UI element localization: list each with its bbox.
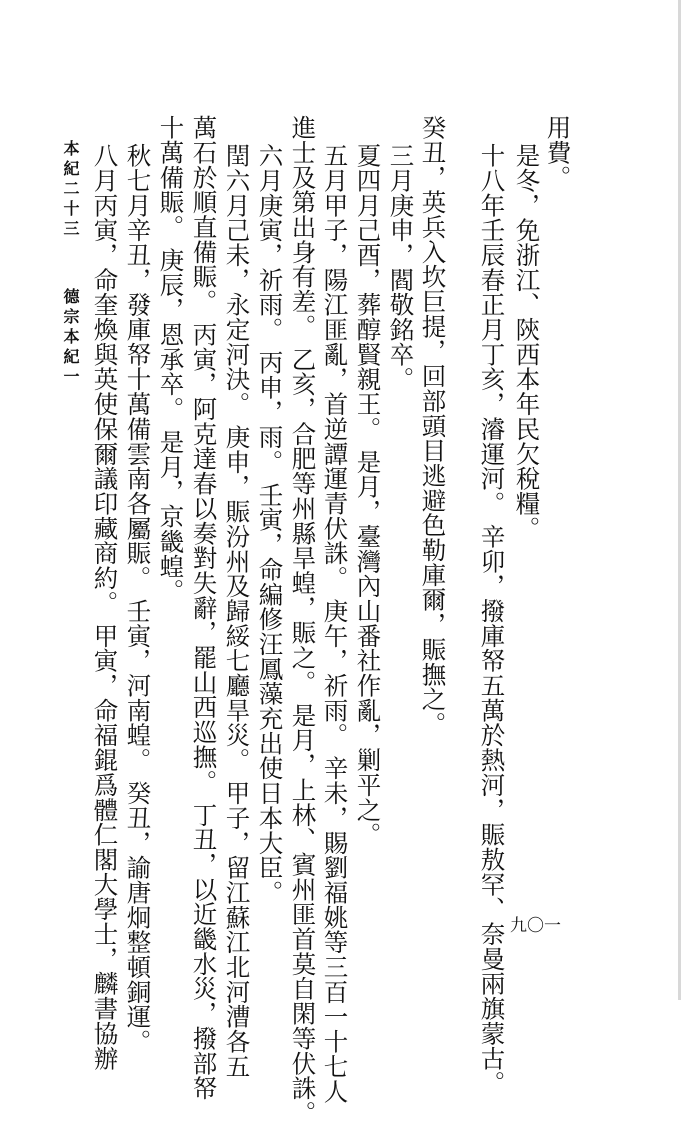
text-column-9: 六月庚寅，祈雨。 丙申，雨。 壬寅，命編修汪鳳藻充出使日本大臣。: [255, 143, 285, 905]
text-column-12: 十萬備賑。 庚辰，恩承卒。 是月，京畿蝗。: [156, 115, 186, 604]
running-header-left: 本紀二十三: [61, 140, 80, 240]
text-column-1: 用費。: [543, 115, 573, 190]
running-header-right: 德宗本紀一: [61, 288, 80, 388]
text-column-3: 十八年壬辰春正月丁亥，濬運河。 辛卯，撥庫帑五萬於熱河，賑敖罕、奈曼兩旗蒙古。: [477, 143, 507, 1096]
text-column-5: 三月庚申，閻敬銘卒。: [386, 143, 416, 392]
text-column-2: 是冬，免浙江、陝西本年民欠稅糧。: [512, 143, 542, 541]
text-column-11: 萬石於順直備賑。 丙寅，阿克達春以奏對失辭，罷山西巡撫。 丁丑，以近畿水災，撥部帑: [189, 115, 219, 1101]
text-column-10: 閏六月己未，永定河決。 庚申，賑汾州及歸綏七廳旱災。 甲子，留江蘇江北河漕各五: [222, 143, 252, 1079]
text-column-7: 五月甲子，陽江匪亂，首逆譚運青伏誅。 庚午，祈雨。 辛未，賜劉福姚等三百一十七人: [320, 143, 350, 1104]
text-column-4: 癸丑，英兵入坎巨提，回部頭目逃避色勒庫爾，賑撫之。: [418, 115, 448, 737]
text-column-14: 八月丙寅，命奎煥與英使保爾議印藏商約。 甲寅，命福錕爲體仁閣大學士，麟書協辦: [90, 143, 120, 1071]
text-column-6: 夏四月己酉，葬醇賢親王。 是月，臺灣內山番社作亂，剿平之。: [353, 143, 383, 847]
text-column-13: 秋七月辛丑，發庫帑十萬備雲南各屬賑。 壬寅，河南蝗。 癸丑，諭唐炯整頓銅運。: [123, 143, 153, 1054]
page-number: 九〇一: [510, 916, 561, 936]
text-column-8: 進士及第出身有差。 乙亥，合肥等州縣旱蝗，賑之。 是月，上林、賓州匪首莫自閑等伏誅。: [288, 115, 318, 1125]
